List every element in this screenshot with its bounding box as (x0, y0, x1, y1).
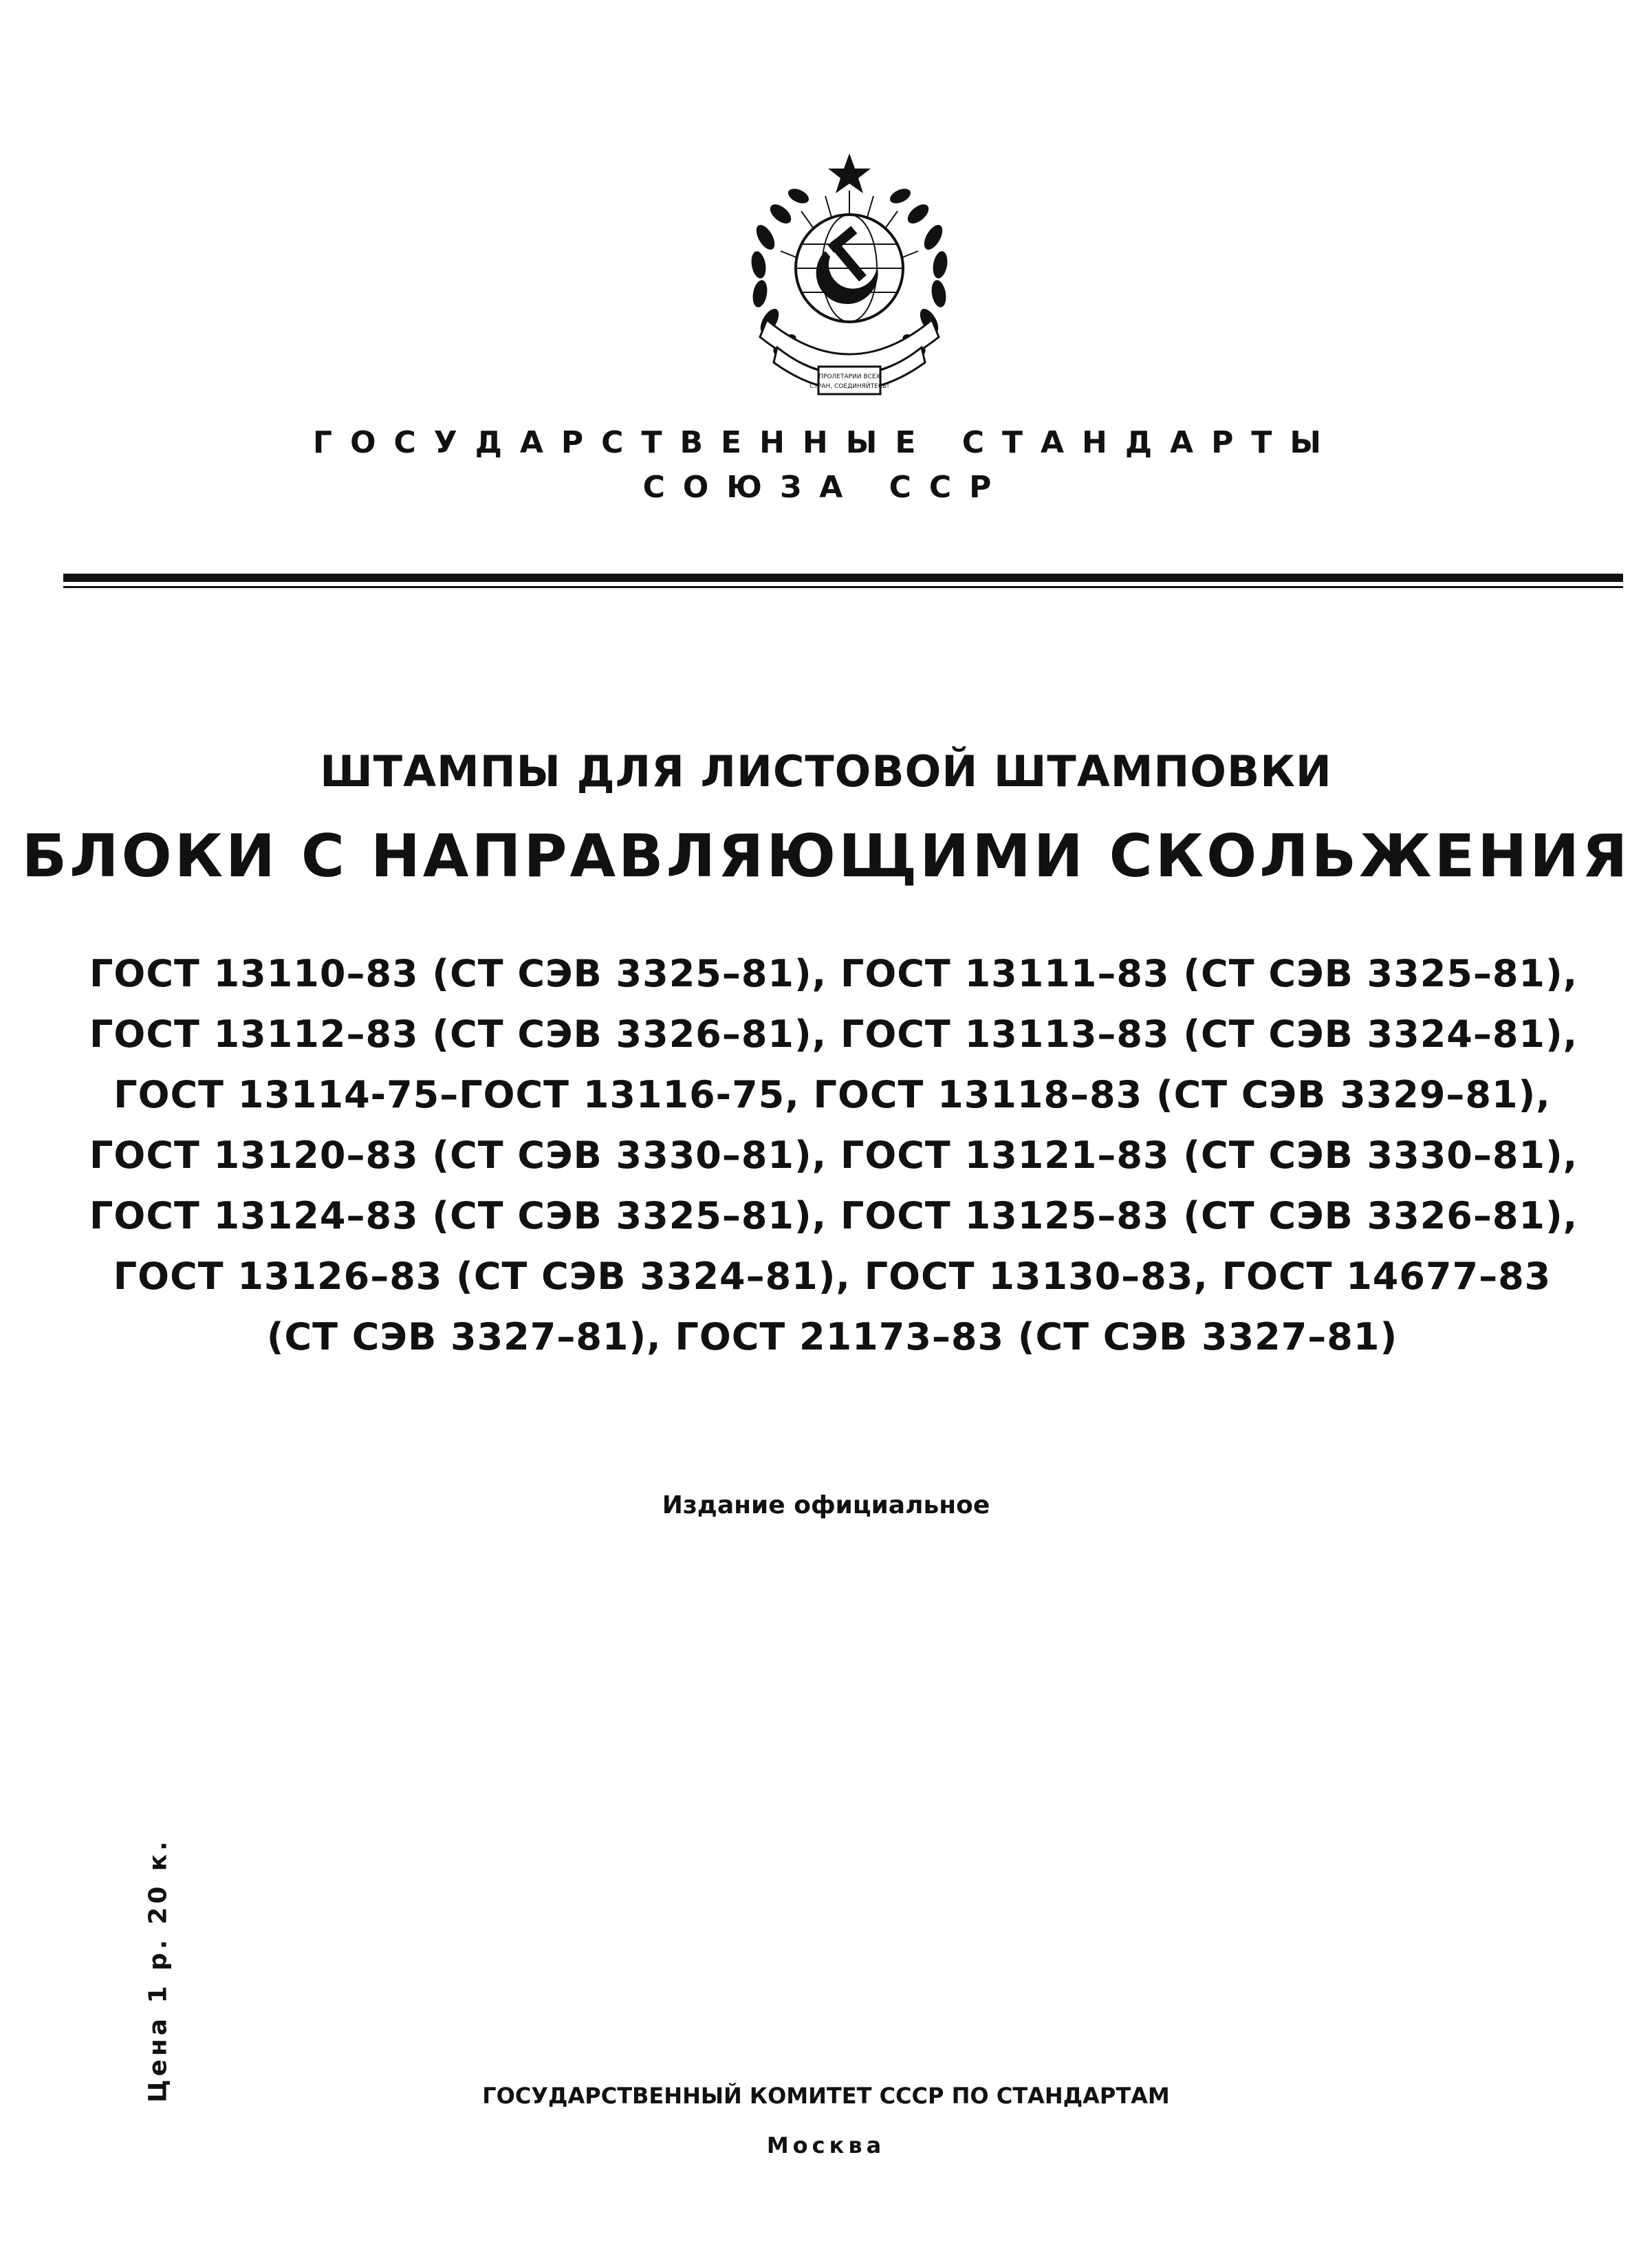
series-title-line1: ГОСУДАРСТВЕННЫЕ СТАНДАРТЫ (313, 425, 1339, 460)
gost-line: ГОСТ 13112–83 (СТ СЭВ 3326–81), ГОСТ 13113–83 (СТ СЭВ 3324–81), (89, 1012, 1578, 1056)
divider-thin (63, 586, 1623, 588)
document-title: БЛОКИ С НАПРАВЛЯЮЩИМИ СКОЛЬЖЕНИЯ (21, 822, 1631, 891)
gost-line: ГОСТ 13114-75–ГОСТ 13116-75, ГОСТ 13118–83 (СТ СЭВ 3329–81), (113, 1073, 1551, 1116)
publisher-name: ГОСУДАРСТВЕННЫЙ КОМИТЕТ СССР ПО СТАНДАРТАМ (482, 2083, 1170, 2109)
svg-text:ПРОЛЕТАРИИ ВСЕХ: ПРОЛЕТАРИИ ВСЕХ (818, 373, 880, 380)
gost-list (89, 944, 1578, 1367)
divider-thick (63, 574, 1623, 582)
gost-line: ГОСТ 13120–83 (СТ СЭВ 3330–81), ГОСТ 13121–83 (СТ СЭВ 3330–81), (89, 1134, 1578, 1177)
svg-text:СТРАН, СОЕДИНЯЙТЕСЬ!: СТРАН, СОЕДИНЯЙТЕСЬ! (809, 383, 889, 390)
document-subtitle: ШТАМПЫ ДЛЯ ЛИСТОВОЙ ШТАМПОВКИ (320, 746, 1332, 797)
price-label: Цена 1 р. 20 к. (144, 1838, 173, 2103)
gost-line: (СТ СЭВ 3327–81), ГОСТ 21173–83 (СТ СЭВ 3327–81) (266, 1315, 1398, 1358)
publisher-city: Москва (766, 2132, 886, 2158)
ussr-coat-of-arms-icon (739, 148, 959, 409)
series-title-line2: СОЮЗА ССР (642, 470, 1010, 505)
gost-line: ГОСТ 13124–83 (СТ СЭВ 3325–81), ГОСТ 13125–83 (СТ СЭВ 3326–81), (89, 1194, 1578, 1237)
gost-line: ГОСТ 13110–83 (СТ СЭВ 3325–81), ГОСТ 13111–83 (СТ СЭВ 3325–81), (89, 952, 1578, 995)
gost-line: ГОСТ 13126–83 (СТ СЭВ 3324–81), ГОСТ 13130–83, ГОСТ 14677–83 (113, 1255, 1552, 1298)
edition-label: Издание официальное (662, 1491, 990, 1519)
